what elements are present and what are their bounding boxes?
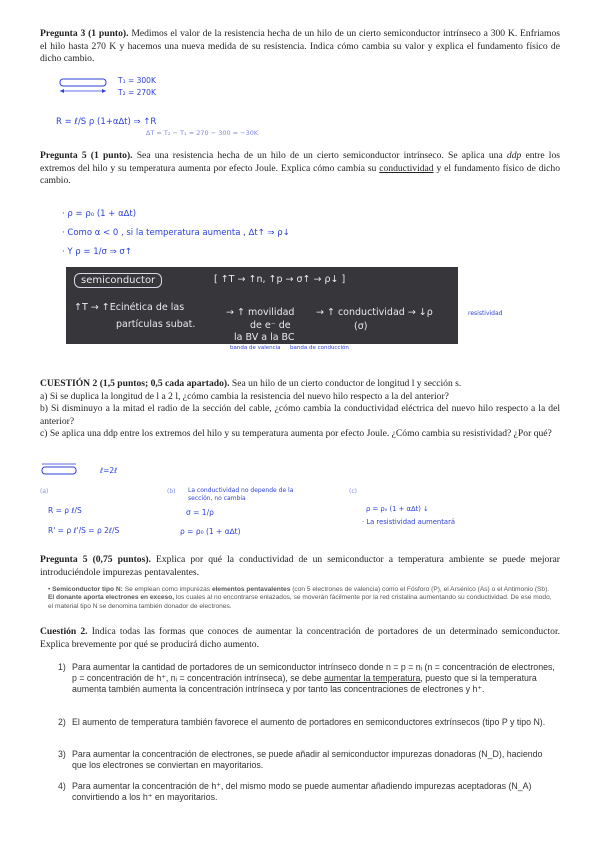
- box-line-mobility: → ↑ movilidad: [226, 307, 295, 318]
- semiconductor-n-note: • Semiconductor tipo N: Se emplean como impurezas elementos pentavalentes (con 5 electrones de valencia) como el Fósforo (P), el Arsénico (As) o el Antimonio (Sb). El donante aporta electrones en exceso, los cuales al no encontrarse enlazados, se moverán fácilmente por la red cristalina aumentando su conductividad. De ese modo, el material tipo N se denomina también donador de electrones.: [48, 586, 552, 610]
- answer-item-3-text: Para aumentar la concentración de electrones, se puede añadir al semiconductor impurezas donadoras (N_D), haciendo que los electrones se conviertan en mayoritarios.: [72, 749, 543, 770]
- question-3-title: Pregunta 3 (1 punto).: [40, 28, 129, 39]
- question-5b: [40, 554, 560, 579]
- note-a2: R' = ρ ℓ'/S = ρ 2ℓ/S: [48, 526, 120, 535]
- note-label-a: (a): [40, 488, 49, 495]
- cuestion-2-a: a) Si se duplica la longitud de l a 2 l, ¿cómo cambia la resistencia del nuevo hilo respecto a la del anterior?: [40, 390, 449, 402]
- note-alpha-negative: · Como α < 0 , si la temperatura aumenta , ∆t↑ ⇒ ρ↓: [62, 228, 290, 238]
- question-5a-ddp: ddp: [506, 150, 522, 161]
- question-5a-title: Pregunta 5 (1 punto).: [40, 150, 133, 161]
- answer-item-3: [58, 749, 558, 771]
- answer-item-4-number: 4): [58, 781, 66, 791]
- cuestion-2b-title: Cuestión 2.: [40, 626, 88, 637]
- note-n-bold-2: El donante aporta electrones en exceso,: [48, 594, 175, 602]
- note-delta-t: ∆T = T₂ − T₁ = 270 − 300 = −30K: [146, 129, 259, 137]
- answer-item-1-text-2: , puesto que si la temperatura aumenta también aumenta la concentración intrínseca y por tanto las concentraciones de electrones y h⁺.: [72, 672, 537, 694]
- box-line-particles: partículas subat.: [116, 319, 196, 330]
- note-t1: T₁ = 300K: [118, 76, 156, 85]
- box-line-sigma: (σ): [354, 321, 368, 332]
- note-resistance-formula: R = ℓ/S ρ (1+α∆t) ⇒ ↑R: [56, 117, 157, 127]
- answer-item-1-underline: aumentar la temperatura: [324, 672, 421, 683]
- question-5a: [40, 150, 560, 188]
- cuestion-2-intro: Sea un hilo de un cierto conductor de longitud l y sección s.: [231, 378, 462, 389]
- note-n-label: Semiconductor tipo N:: [52, 586, 123, 593]
- answer-item-2: [58, 717, 558, 728]
- note-rho-sigma: · Y ρ = 1/σ ⇒ σ↑: [62, 247, 132, 257]
- note-valence-band: banda de valencia: [230, 345, 281, 351]
- answer-item-1-number: 1): [58, 662, 66, 672]
- note-t2: T₂ = 270K: [118, 88, 156, 97]
- wire-sketch-2: [40, 462, 90, 478]
- question-5b-text: Explica por qué la conductividad de un semiconductor a temperatura ambiente se puede mejorar introduciéndole impurezas pentavalentes.: [40, 554, 561, 578]
- note-b0: La conductividad no depende de la sección, no cambia: [188, 487, 294, 502]
- question-5a-text-1: Sea una resistencia hecha de un hilo de un cierto semiconductor intrínseco. Se aplica una: [136, 150, 503, 161]
- note-n-text-1: Se emplean como impurezas: [124, 586, 211, 593]
- note-c1: ρ = ρ₀ (1 + α∆t) ↓: [366, 505, 429, 513]
- box-line-bands: la BV a la BC: [234, 332, 295, 343]
- cuestion-2b: [40, 626, 560, 651]
- cuestion-2-b: b) Si disminuyo a la mitad el radio de la sección del cable, ¿cómo cambia la conductividad eléctrica del nuevo hilo respecto a la del anterior?: [40, 403, 560, 427]
- semiconductor-label: semiconductor: [74, 273, 162, 288]
- note-label-c: (c): [349, 488, 357, 495]
- note-rho-formula: · ρ = ρ₀ (1 + α∆t): [62, 209, 137, 219]
- question-5a-conductividad: conductividad: [379, 162, 434, 174]
- answer-item-3-number: 3): [58, 749, 66, 759]
- cuestion-2b-text: Indica todas las formas que conoces de aumentar la concentración de portadores de un determinado semiconductor. Explica brevemente por qué se producirá dicho aumento.: [40, 626, 561, 650]
- note-n-text-2: (con 5 electrones de valencia) como el Fósforo (P), el Arsénico (As) o el Antimonio (Sb).: [292, 586, 550, 593]
- question-5a-text-2: entre los extremos del hilo y su temperatura aumenta por efecto Joule. Explica cómo cambia su: [40, 150, 560, 174]
- question-3: [40, 28, 560, 66]
- answer-item-2-number: 2): [58, 717, 66, 727]
- semiconductor-chain: [ ↑T → ↑n, ↑p → σ↑ → ρ↓ ]: [214, 274, 346, 285]
- note-n-bold-1: elementos pentavalentes: [211, 586, 291, 593]
- answer-item-1-text: Para aumentar la cantidad de portadores de un semiconductor intrínseco donde n = p = nᵢ (n = concentración de electrones, p = concentración de h⁺, nᵢ = concentración intrínseca), se debe: [72, 662, 555, 683]
- question-5b-title: Pregunta 5 (0,75 puntos).: [40, 554, 151, 565]
- cuestion-2-title: CUESTIÓN 2 (1,5 puntos; 0,5 cada apartado).: [40, 378, 230, 389]
- cuestion-2: [40, 378, 560, 441]
- note-n-text-3: los cuales al no encontrarse enlazados, se moverán fácilmente por la red cristalina aumentando su conductividad. De ese modo, el material tipo N se denomina también donador de electrones.: [48, 594, 552, 610]
- note-conduction-band: banda de conducción: [290, 345, 349, 351]
- question-5a-text-3: y el fundamento físico de dicho cambio.: [40, 162, 561, 187]
- note-label-b: (b): [167, 488, 176, 495]
- note-c2: · La resistividad aumentará: [362, 518, 456, 526]
- answer-item-1: [58, 662, 558, 694]
- answer-item-4-text: Para aumentar la concentración de h⁺, del mismo modo se puede aumentar añadiendo impurezas aceptadoras (N_A) convirtiendo a los h⁺ en mayoritarios.: [72, 781, 532, 802]
- cuestion-2-c: c) Se aplica una ddp entre los extremos del hilo y su temperatura aumenta por efecto Joule. ¿Cómo cambia su resistividad? ¿Por qué?: [40, 428, 552, 440]
- note-a1: R = ρ ℓ/S: [48, 506, 82, 515]
- answer-item-4: [58, 781, 558, 803]
- semiconductor-notes-box: [66, 267, 458, 344]
- note-resistividad: resistividad: [468, 310, 503, 317]
- question-3-text: Medimos el valor de la resistencia hecha de un hilo de un cierto semiconductor intrínseco a 300 K. Enfriamos el hilo hasta 270 K y hacemos una nueva medida de su resistencia. Indica cómo cambia su valor y explica el fundamento físico de dicho cambio.: [40, 28, 561, 65]
- box-line-conductivity: → ↑ conductividad → ↓ρ: [316, 307, 433, 318]
- note-b1: σ = 1/ρ: [186, 508, 214, 517]
- box-line-electrons: de e⁻ de: [250, 320, 291, 331]
- box-line-kinetic: ↑T → ↑Ecinética de las: [74, 302, 185, 313]
- answer-item-2-text: El aumento de temperatura también favorece el aumento de portadores en semiconductores extrínsecos (tipo P y tipo N).: [72, 717, 546, 727]
- note-length-double: ℓ=2ℓ: [100, 466, 118, 475]
- wire-sketch-1: [58, 76, 118, 96]
- note-b2: ρ = ρ₀ (1 + α∆t): [180, 527, 241, 536]
